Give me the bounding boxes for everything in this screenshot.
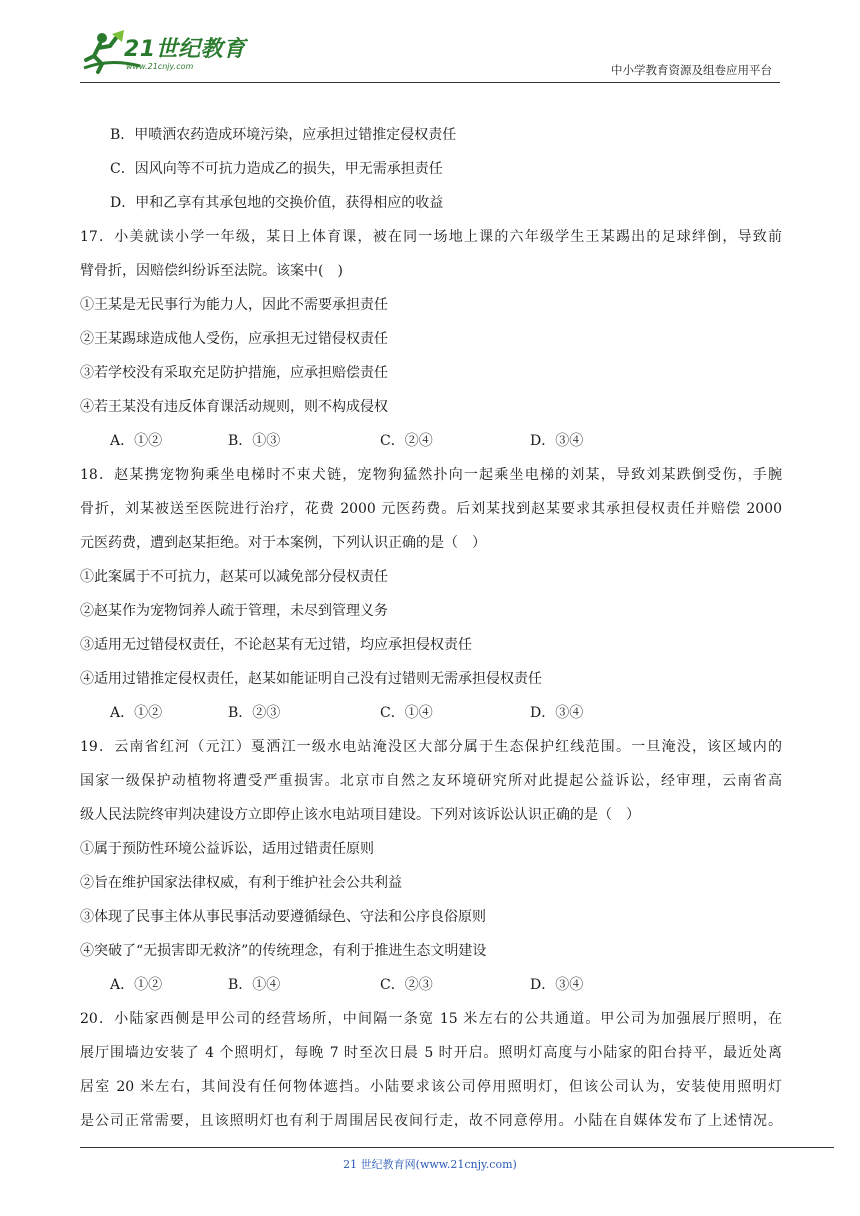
text-line: 国家一级保护动植物将遭受严重损害。北京市自然之友环境研究所对此提起公益诉讼，经审理，云南省高	[80, 773, 782, 789]
text-line: ②王某踢球造成他人受伤，应承担无过错侵权责任	[80, 331, 388, 347]
answer-option: D．③④	[530, 977, 584, 993]
text-line: ①属于预防性环境公益诉讼，适用过错责任原则	[80, 841, 374, 857]
text-line: 展厅围墙边安装了 4 个照明灯，每晚 7 时至次日晨 5 时开启。照明灯高度与小陆家的阳台持平，最近处离	[80, 1045, 782, 1061]
answer-option: A．①②	[110, 705, 163, 721]
header-divider	[80, 82, 780, 83]
text-line: ①此案属于不可抗力，赵某可以减免部分侵权责任	[80, 569, 388, 585]
text-line: ①王某是无民事行为能力人，因此不需要承担责任	[80, 297, 388, 313]
text-line: ④适用过错推定侵权责任，赵某如能证明自己没有过错则无需承担侵权责任	[80, 671, 542, 687]
text-line: 17．小美就读小学一年级，某日上体育课，被在同一场地上课的六年级学生王某踢出的足球绊倒，导致前	[80, 229, 782, 245]
page-header	[0, 0, 860, 90]
answer-option: B．①④	[228, 977, 281, 993]
text-line: ④若王某没有违反体育课活动规则，则不构成侵权	[80, 399, 388, 415]
footer-divider	[80, 1147, 834, 1148]
text-line: 居室 20 米左右，其间没有任何物体遮挡。小陆要求该公司停用照明灯，但该公司认为，安装使用照明灯	[80, 1079, 782, 1095]
logo-text: 21世纪教育	[124, 37, 246, 62]
answer-option: B．②③	[228, 705, 281, 721]
answer-option: A．①②	[110, 433, 163, 449]
platform-title: 中小学教育资源及组卷应用平台	[611, 63, 772, 77]
text-line: 臂骨折，因赔偿纠纷诉至法院。该案中( )	[80, 263, 343, 279]
answer-option: D．③④	[530, 705, 584, 721]
text-line: ③体现了民事主体从事民事活动要遵循绿色、守法和公序良俗原则	[80, 909, 486, 925]
text-line: ③适用无过错侵权责任，不论赵某有无过错，均应承担侵权责任	[80, 637, 472, 653]
text-line: 19．云南省红河（元江）戛洒江一级水电站淹没区大部分属于生态保护红线范围。一旦淹没，该区域内的	[80, 739, 782, 755]
text-line: 级人民法院终审判决建设方立即停止该水电站项目建设。下列对该诉讼认识正确的是（ ）	[80, 807, 640, 823]
answer-options	[80, 696, 782, 730]
logo-url: www.21cnjy.com	[126, 62, 194, 71]
answer-option: C．①④	[380, 705, 433, 721]
answer-option: B．①③	[228, 433, 281, 449]
text-line: B．甲喷洒农药造成环境污染，应承担过错推定侵权责任	[110, 127, 457, 143]
answer-option: D．③④	[530, 433, 584, 449]
text-line: C．因风向等不可抗力造成乙的损失，甲无需承担责任	[110, 161, 443, 177]
answer-options	[80, 968, 782, 1002]
text-line: D．甲和乙享有其承包地的交换价值，获得相应的收益	[110, 195, 444, 211]
text-line: 是公司正常需要，且该照明灯也有利于周围居民夜间行走，故不同意停用。小陆在自媒体发布了上述情况。	[80, 1113, 782, 1129]
text-line: 骨折，刘某被送至医院进行治疗，花费 2000 元医药费。后刘某找到赵某要求其承担侵权责任并赔偿 2000	[80, 501, 782, 517]
text-line: ④突破了“无损害即无救济”的传统理念，有利于推进生态文明建设	[80, 943, 487, 959]
text-line: ②赵某作为宠物饲养人疏于管理，未尽到管理义务	[80, 603, 388, 619]
answer-option: A．①②	[110, 977, 163, 993]
document-body	[80, 118, 782, 1138]
text-line: ②旨在维护国家法律权威，有利于维护社会公共利益	[80, 875, 402, 891]
text-line: ③若学校没有采取充足防护措施，应承担赔偿责任	[80, 365, 388, 381]
text-line: 18．赵某携宠物狗乘坐电梯时不束犬链，宠物狗猛然扑向一起乘坐电梯的刘某，导致刘某跌倒受伤，手腕	[80, 467, 782, 483]
text-line: 20．小陆家西侧是甲公司的经营场所，中间隔一条宽 15 米左右的公共通道。甲公司为加强展厅照明，在	[80, 1011, 782, 1027]
answer-options	[80, 424, 782, 458]
answer-option: C．②④	[380, 433, 433, 449]
footer-link[interactable]: 21 世纪教育网(www.21cnjy.com)	[343, 1158, 517, 1171]
text-line: 元医药费，遭到赵某拒绝。对于本案例，下列认识正确的是（ ）	[80, 535, 486, 551]
answer-option: C．②③	[380, 977, 433, 993]
